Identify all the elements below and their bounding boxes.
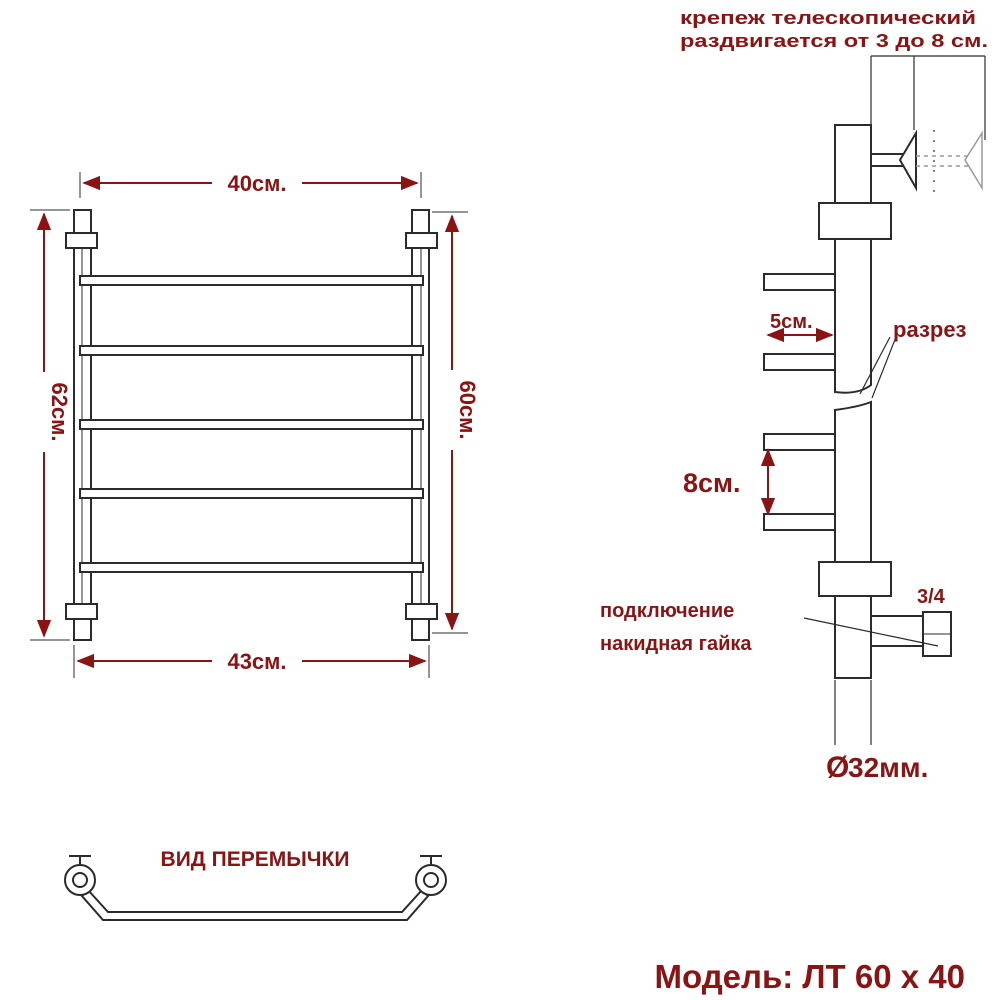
bracket-bottom-left bbox=[66, 604, 97, 619]
height-left-label: 62см. bbox=[47, 382, 72, 442]
side-bracket-bottom bbox=[819, 562, 891, 596]
bracket-bottom-right bbox=[406, 604, 437, 619]
mount-note-line1: крепеж телескопический bbox=[680, 8, 976, 28]
rung-5 bbox=[80, 563, 423, 572]
connection-line2: накидная гайка bbox=[600, 633, 752, 655]
diameter-symbol: Ø bbox=[826, 751, 850, 784]
connection-line1: подключение bbox=[600, 600, 735, 622]
pipe-diameter-label: 32мм. bbox=[848, 752, 929, 783]
bracket-top-right bbox=[406, 233, 437, 248]
rung-1 bbox=[80, 276, 423, 285]
bracket-top-left bbox=[66, 233, 97, 248]
side-post-upper bbox=[835, 125, 871, 393]
mount-cone bbox=[900, 133, 916, 188]
jumper-title: ВИД ПЕРЕМЫЧКИ bbox=[160, 848, 350, 871]
rung-4 bbox=[80, 489, 423, 498]
height-right-label: 60см. bbox=[455, 380, 480, 440]
side-rung-3 bbox=[764, 434, 835, 450]
rung-depth-label: 5см. bbox=[770, 311, 813, 333]
section-label: разрез bbox=[893, 317, 967, 342]
width-bottom-label: 43см. bbox=[227, 649, 287, 674]
jumper-bar bbox=[82, 890, 428, 920]
mount-extended bbox=[916, 130, 982, 192]
side-rung-1 bbox=[764, 274, 835, 290]
side-rung-2 bbox=[764, 354, 835, 370]
rung-3 bbox=[80, 420, 423, 429]
side-bracket-top bbox=[819, 203, 891, 239]
front-view bbox=[66, 210, 437, 640]
model-label: Модель: ЛТ 60 х 40 bbox=[654, 958, 965, 995]
mount-note-line2: раздвигается от 3 до 8 см. bbox=[680, 31, 988, 51]
side-rung-4 bbox=[764, 514, 835, 530]
thread-size-label: 3/4 bbox=[917, 586, 945, 608]
rung-spacing-label: 8см. bbox=[683, 468, 741, 498]
width-top-label: 40см. bbox=[227, 171, 287, 196]
side-post-lower bbox=[835, 402, 871, 678]
rung-2 bbox=[80, 346, 423, 355]
